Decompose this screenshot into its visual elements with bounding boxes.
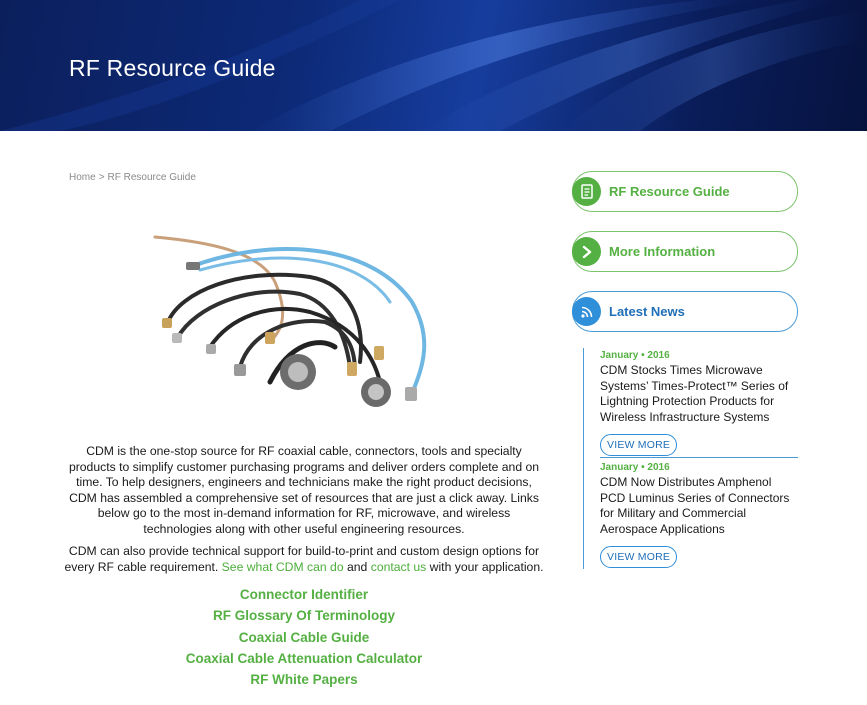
view-more-button[interactable]: VIEW MORE — [600, 434, 677, 456]
resource-links-list — [62, 584, 546, 690]
breadcrumb — [69, 172, 196, 183]
news-item — [600, 462, 800, 568]
news-title[interactable]: CDM Now Distributes Amphenol PCD Luminus Series of Connectors for Military and Commercial Aerospace Applications — [600, 475, 790, 536]
sidebar-pill-label: More Information — [609, 244, 716, 259]
support-paragraph — [62, 544, 546, 575]
news-item — [600, 350, 800, 456]
breadcrumb-current: RF Resource Guide — [107, 172, 196, 183]
sidebar-pill-label: Latest News — [609, 304, 685, 319]
connector-identifier-link[interactable]: Connector Identifier — [239, 587, 369, 602]
header-banner — [0, 0, 867, 131]
news-divider — [600, 457, 798, 458]
support-text-and: and — [343, 559, 371, 574]
news-date: January • 2016 — [600, 462, 670, 473]
sidebar-rf-resource-guide-button[interactable] — [572, 171, 798, 212]
support-text-end: with your application. — [426, 559, 544, 574]
breadcrumb-home[interactable]: Home — [69, 172, 96, 183]
sidebar-more-information-button[interactable] — [572, 231, 798, 272]
chevron-right-icon — [572, 237, 601, 266]
news-title[interactable]: CDM Stocks Times Microwave Systems’ Times-Protect™ Series of Lightning Protection Products for Wireless Infrastructure Systems — [600, 363, 789, 424]
sidebar-pill-label: RF Resource Guide — [609, 184, 730, 199]
view-more-button[interactable]: VIEW MORE — [600, 546, 677, 568]
see-what-cdm-can-do-link[interactable]: See what CDM can do — [221, 559, 344, 574]
rf-cable-assemblies-image — [150, 222, 440, 420]
document-icon — [572, 177, 601, 206]
attenuation-calculator-link[interactable]: Coaxial Cable Attenuation Calculator — [185, 650, 423, 666]
intro-paragraph: CDM is the one-stop source for RF coaxial cable, connectors, tools and specialty products to simplify customer purchasing programs and deliver orders complete and on time. To help designers, engineers and technicians make the right product decisions, CDM has assembled a comprehensive set of resources that are just a click away. Links below go to the most in-demand information for RF, microwave, and wireless technologies along with other useful engineering resources. — [68, 444, 540, 536]
support-text-start: CDM can also provide technical support for build-to-print and custom design options for every RF cable requirement. — [64, 544, 540, 574]
rss-icon — [572, 297, 601, 326]
page-title: RF Resource Guide — [69, 55, 276, 81]
coaxial-cable-guide-link[interactable]: Coaxial Cable Guide — [238, 629, 370, 645]
contact-us-link[interactable]: contact us — [370, 559, 427, 574]
sidebar-latest-news-button[interactable] — [572, 291, 798, 332]
breadcrumb-separator: > — [98, 172, 105, 183]
rf-glossary-link[interactable]: RF Glossary Of Terminology — [212, 608, 396, 624]
news-timeline-line — [583, 348, 584, 569]
rf-white-papers-link[interactable]: RF White Papers — [250, 672, 358, 688]
news-date: January • 2016 — [600, 350, 670, 361]
